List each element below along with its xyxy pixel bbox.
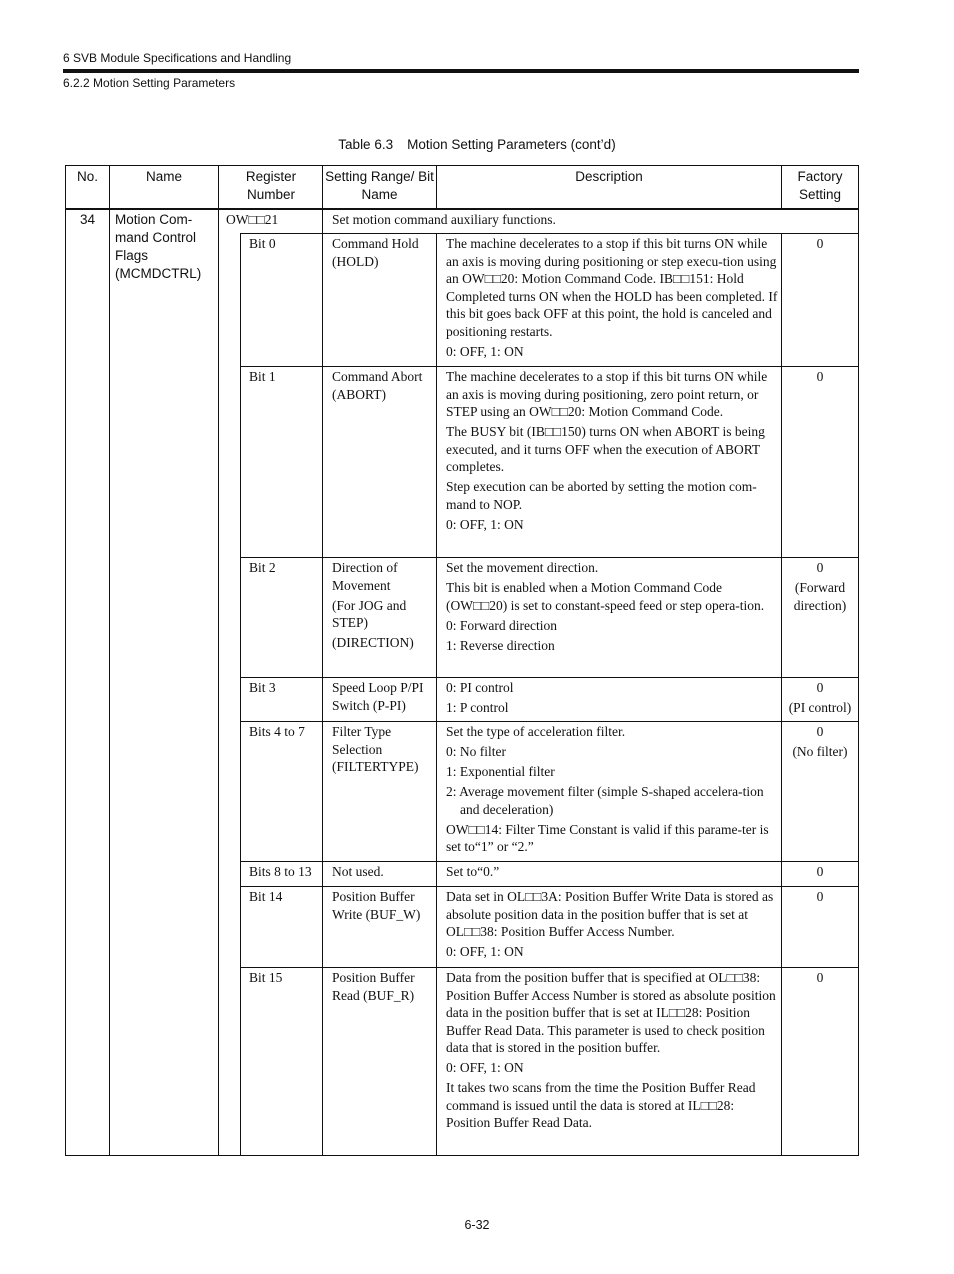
bit-name-line: Direction of Movement (332, 560, 398, 593)
page-number: 6-32 (464, 1218, 490, 1232)
running-header-chapter: 6 SVB Module Specifications and Handling (63, 51, 292, 65)
param-name: Motion Com-mand Control Flags (MCMDCTRL) (115, 212, 202, 281)
factory-value: 0 (816, 724, 824, 739)
bit-label: Bit 3 (249, 680, 276, 695)
bit-factory-setting (782, 863, 858, 883)
row-rule (240, 557, 858, 558)
factory-value: 0 (816, 970, 824, 985)
row-rule (240, 886, 858, 887)
col-rule (240, 233, 241, 1155)
bit-name-line: (DIRECTION) (332, 635, 414, 650)
table-caption-title: Motion Setting Parameters (cont’d) (407, 137, 616, 152)
col-rule (218, 166, 219, 1155)
bit-description-paragraph: The machine decelerates to a stop if this bit turns ON while an axis is moving during positioning, zero point return, or STEP using an OW□□20: Motion Command Code. (446, 369, 768, 419)
bit-name (332, 368, 434, 406)
bit-name (332, 723, 434, 778)
bit-description (446, 679, 779, 719)
bit-description-paragraph: 0: OFF, 1: ON (446, 944, 524, 959)
bit-factory-setting (782, 559, 858, 617)
factory-value: 0 (816, 236, 824, 251)
bit-description (446, 368, 779, 536)
bit-description-paragraph: 1: Exponential filter (446, 764, 555, 779)
factory-value: 0 (816, 560, 824, 575)
bit-name-line: Position Buffer Write (BUF_W) (332, 889, 421, 922)
bit-name-line: Command Hold (HOLD) (332, 236, 419, 269)
bit-description (446, 235, 779, 363)
bit-description-paragraph: Set to“0.” (446, 864, 500, 879)
bit-description-paragraph: 2: Average movement filter (simple S-shaped accelera-tion and deceleration) (446, 784, 764, 817)
bit-description-paragraph: Data set in OL□□3A: Position Buffer Write Data is stored as absolute position data in the position buffer that is set at OL□□38: Position Buffer Access Number. (446, 889, 774, 939)
bit-name (332, 679, 434, 717)
col-header-description: Description (575, 169, 643, 184)
row-rule (240, 861, 858, 862)
bit-description-paragraph: The BUSY bit (IB□□150) turns ON when ABORT is being executed, and it turns OFF when the execution of ABORT completes. (446, 424, 765, 474)
bit-description-paragraph: OW□□14: Filter Time Constant is valid if this parame-ter is set to“1” or “2.” (446, 821, 769, 854)
bit-description-paragraph: The machine decelerates to a stop if this bit turns ON while an axis is moving during positioning or step execu-tion using an OW□□20: Motion Command Code. IB□□151: Hold Completed turns ON when the HOLD has been completed. If this bit goes back OFF at this point, the hold is canceled and positioning restarts. (446, 236, 778, 339)
table-caption (0, 137, 954, 152)
bit-label: Bits 8 to 13 (249, 864, 312, 879)
bit-name-line: (For JOG and STEP) (332, 597, 407, 630)
register-number: OW□□21 (226, 212, 279, 227)
running-header-section: 6.2.2 Motion Setting Parameters (63, 76, 236, 90)
bit-factory-setting (782, 723, 858, 763)
row-rule (240, 721, 858, 722)
row-rule (240, 366, 858, 367)
bit-factory-setting (782, 235, 858, 255)
row-rule (240, 677, 858, 678)
bit-description-paragraph: 0: PI control (446, 680, 514, 695)
bit-factory-setting (782, 969, 858, 989)
bit-label: Bit 15 (249, 970, 283, 985)
bit-description-paragraph: 1: P control (446, 700, 509, 715)
bit-factory-setting (782, 679, 858, 719)
bit-name-line: Command Abort (ABORT) (332, 369, 423, 402)
bit-label: Bit 1 (249, 369, 276, 384)
bit-description (446, 888, 779, 963)
col-header-name: Name (145, 169, 182, 184)
bit-description-paragraph: 0: OFF, 1: ON (446, 343, 524, 359)
bit-description (446, 863, 779, 883)
factory-value: 0 (816, 680, 824, 695)
bit-description-paragraph: 0: Forward direction (446, 617, 557, 633)
bit-description-paragraph: 0: No filter (446, 744, 506, 759)
bit-description-paragraph: Step execution can be aborted by setting the motion com-mand to NOP. (446, 479, 757, 512)
bit-factory-setting (782, 368, 858, 388)
factory-value: (No filter) (792, 744, 848, 759)
bit-description-paragraph: 1: Reverse direction (446, 637, 555, 653)
bit-description-paragraph: Set the movement direction. (446, 560, 599, 575)
bit-name-line: Filter Type Selection (FILTERTYPE) (332, 724, 419, 774)
bit-description (446, 559, 779, 657)
col-header-register: Register Number (245, 169, 297, 202)
bit-description (446, 723, 779, 858)
bit-description-paragraph: It takes two scans from the time the Position Buffer Read command is issued until the data is stored at IL□□28: Position Buffer Read Data. (446, 1080, 756, 1130)
bit-factory-setting (782, 888, 858, 908)
bit-label: Bit 2 (249, 560, 276, 575)
col-rule (109, 166, 110, 1155)
bit-name (332, 969, 434, 1007)
bit-name-line: Speed Loop P/PI Switch (P-PI) (332, 680, 424, 713)
param-summary: Set motion command auxiliary functions. (332, 212, 556, 227)
col-rule (436, 233, 437, 1155)
table-caption-label: Table 6.3 (338, 137, 394, 152)
header-rule (63, 69, 859, 73)
bit-name (332, 235, 434, 273)
bit-name-line: Position Buffer Read (BUF_R) (332, 970, 415, 1003)
motion-setting-parameters-table (65, 165, 859, 1156)
bit-name (332, 559, 434, 654)
bit-label: Bits 4 to 7 (249, 724, 305, 739)
col-header-no: No. (76, 169, 98, 184)
row-rule (240, 233, 858, 234)
bit-label: Bit 14 (249, 889, 283, 904)
bit-name (332, 888, 434, 926)
factory-value: 0 (816, 369, 824, 384)
factory-value: (Forward direction) (793, 580, 847, 613)
bit-label: Bit 0 (249, 236, 276, 251)
header-bottom-rule (66, 208, 858, 210)
col-rule (322, 166, 323, 1155)
bit-name (332, 863, 434, 883)
bit-description-paragraph: Data from the position buffer that is specified at OL□□38: Position Buffer Access Number is stored as absolute position data in the position buffer that is set at IL□□28: Position Buffer Read Data. This parameter is used to check position data that is stored in the position buffer. (446, 970, 776, 1055)
bit-description-paragraph: This bit is enabled when a Motion Command Code (OW□□20) is set to constant-speed feed or step opera-tion. (446, 580, 765, 613)
col-header-factory: Factory Setting (797, 169, 843, 202)
bit-description-paragraph: Set the type of acceleration filter. (446, 724, 626, 739)
factory-value: 0 (816, 889, 824, 904)
factory-value: 0 (816, 864, 824, 879)
bit-description (446, 969, 779, 1134)
col-header-setting: Setting Range/ Bit Name (325, 169, 434, 202)
param-number: 34 (79, 212, 96, 227)
bit-description-paragraph: 0: OFF, 1: ON (446, 1060, 524, 1075)
bit-description-paragraph: 0: OFF, 1: ON (446, 516, 524, 532)
bit-name-line: Not used. (332, 864, 384, 879)
row-rule (240, 967, 858, 968)
factory-value: (PI control) (788, 700, 852, 715)
